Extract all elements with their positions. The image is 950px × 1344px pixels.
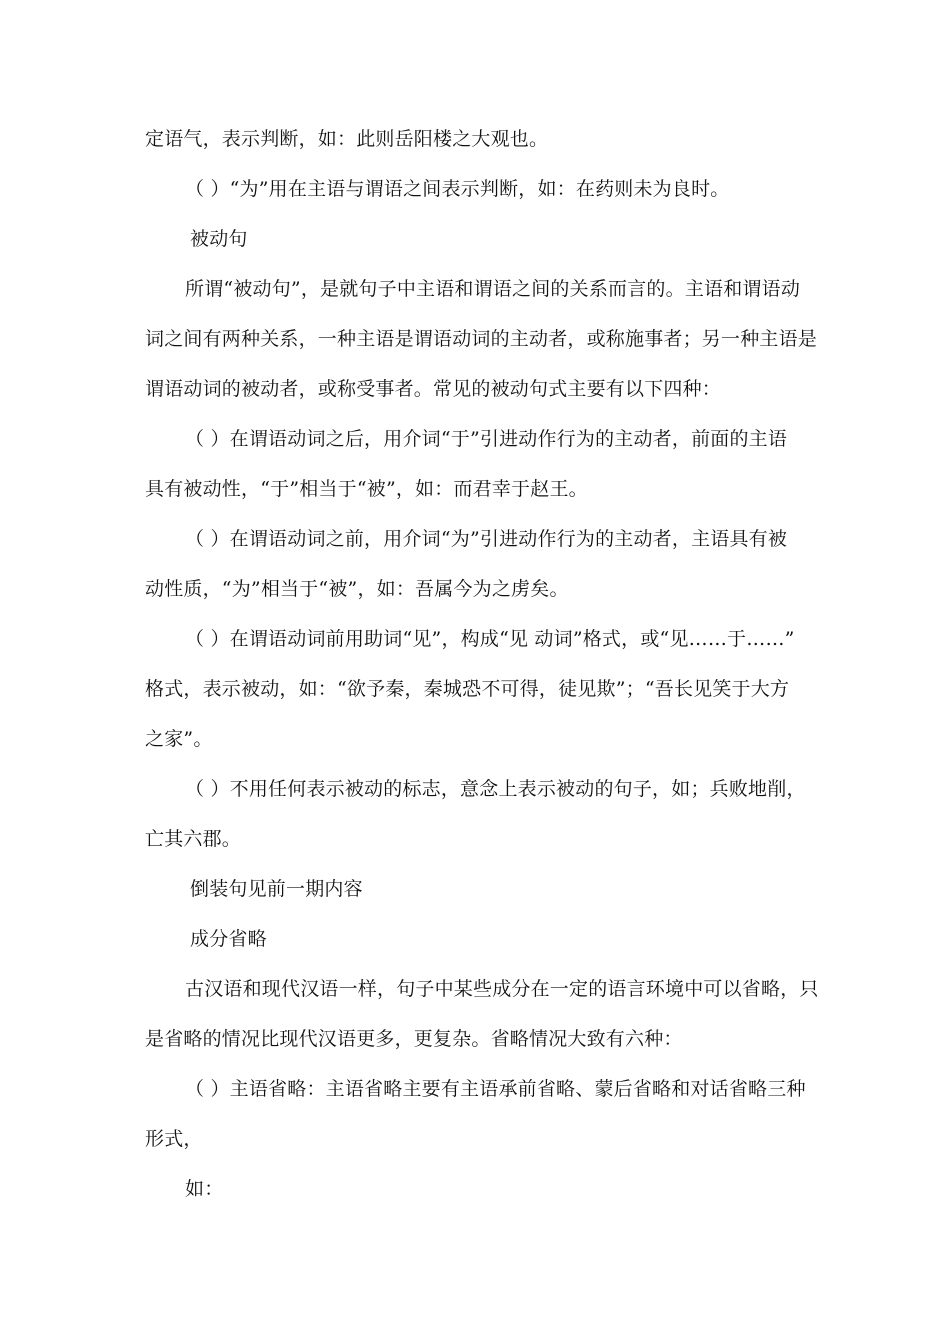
- text-line: 谓语动词的被动者，或称受事者。常见的被动句式主要有以下四种：: [145, 378, 722, 400]
- text-line: 具有被动性，“于”相当于“被”，如：而君幸于赵王。: [145, 478, 588, 500]
- text-line: 亡其六郡。: [145, 828, 242, 850]
- text-line: 之家”。: [145, 728, 213, 750]
- text-line: 如：: [185, 1178, 224, 1200]
- section-heading: 成分省略: [190, 928, 267, 950]
- text-line: （ ）主语省略：主语省略主要有主语承前省略、蒙后省略和对话省略三种: [185, 1078, 806, 1100]
- text-line: 格式，表示被动，如：“欲予秦，秦城恐不可得，徒见欺”；“吾长见笑于大方: [145, 678, 790, 700]
- text-line: （ ）在谓语动词之前，用介词“为”引进动作行为的主动者，主语具有被: [185, 528, 788, 550]
- text-line: 动性质，“为”相当于“被”，如：吾属今为之虏矣。: [145, 578, 569, 600]
- text-line: 定语气，表示判断，如：此则岳阳楼之大观也。: [145, 128, 549, 150]
- text-line: （ ）不用任何表示被动的标志，意念上表示被动的句子，如；兵败地削，: [185, 778, 806, 800]
- text-line: 形式，: [145, 1128, 203, 1150]
- text-line: 是省略的情况比现代汉语更多，更复杂。省略情况大致有六种：: [145, 1028, 683, 1050]
- text-line: 词之间有两种关系，一种主语是谓语动词的主动者，或称施事者；另一种主语是: [145, 328, 818, 350]
- text-line: 所谓“被动句”，是就句子中主语和谓语之间的关系而言的。主语和谓语动: [185, 278, 801, 300]
- text-line: （ ）在谓语动词前用助词“见”，构成“见 动词”格式，或“见……于……”: [185, 628, 795, 650]
- section-heading: 被动句: [190, 228, 248, 250]
- section-heading: 倒装句见前一期内容: [190, 878, 363, 900]
- text-line: （ ）“为”用在主语与谓语之间表示判断，如：在药则未为良时。: [185, 178, 730, 200]
- text-line: 古汉语和现代汉语一样，句子中某些成分在一定的语言环境中可以省略，只: [185, 978, 819, 1000]
- text-line: （ ）在谓语动词之后，用介词“于”引进动作行为的主动者，前面的主语: [185, 428, 788, 450]
